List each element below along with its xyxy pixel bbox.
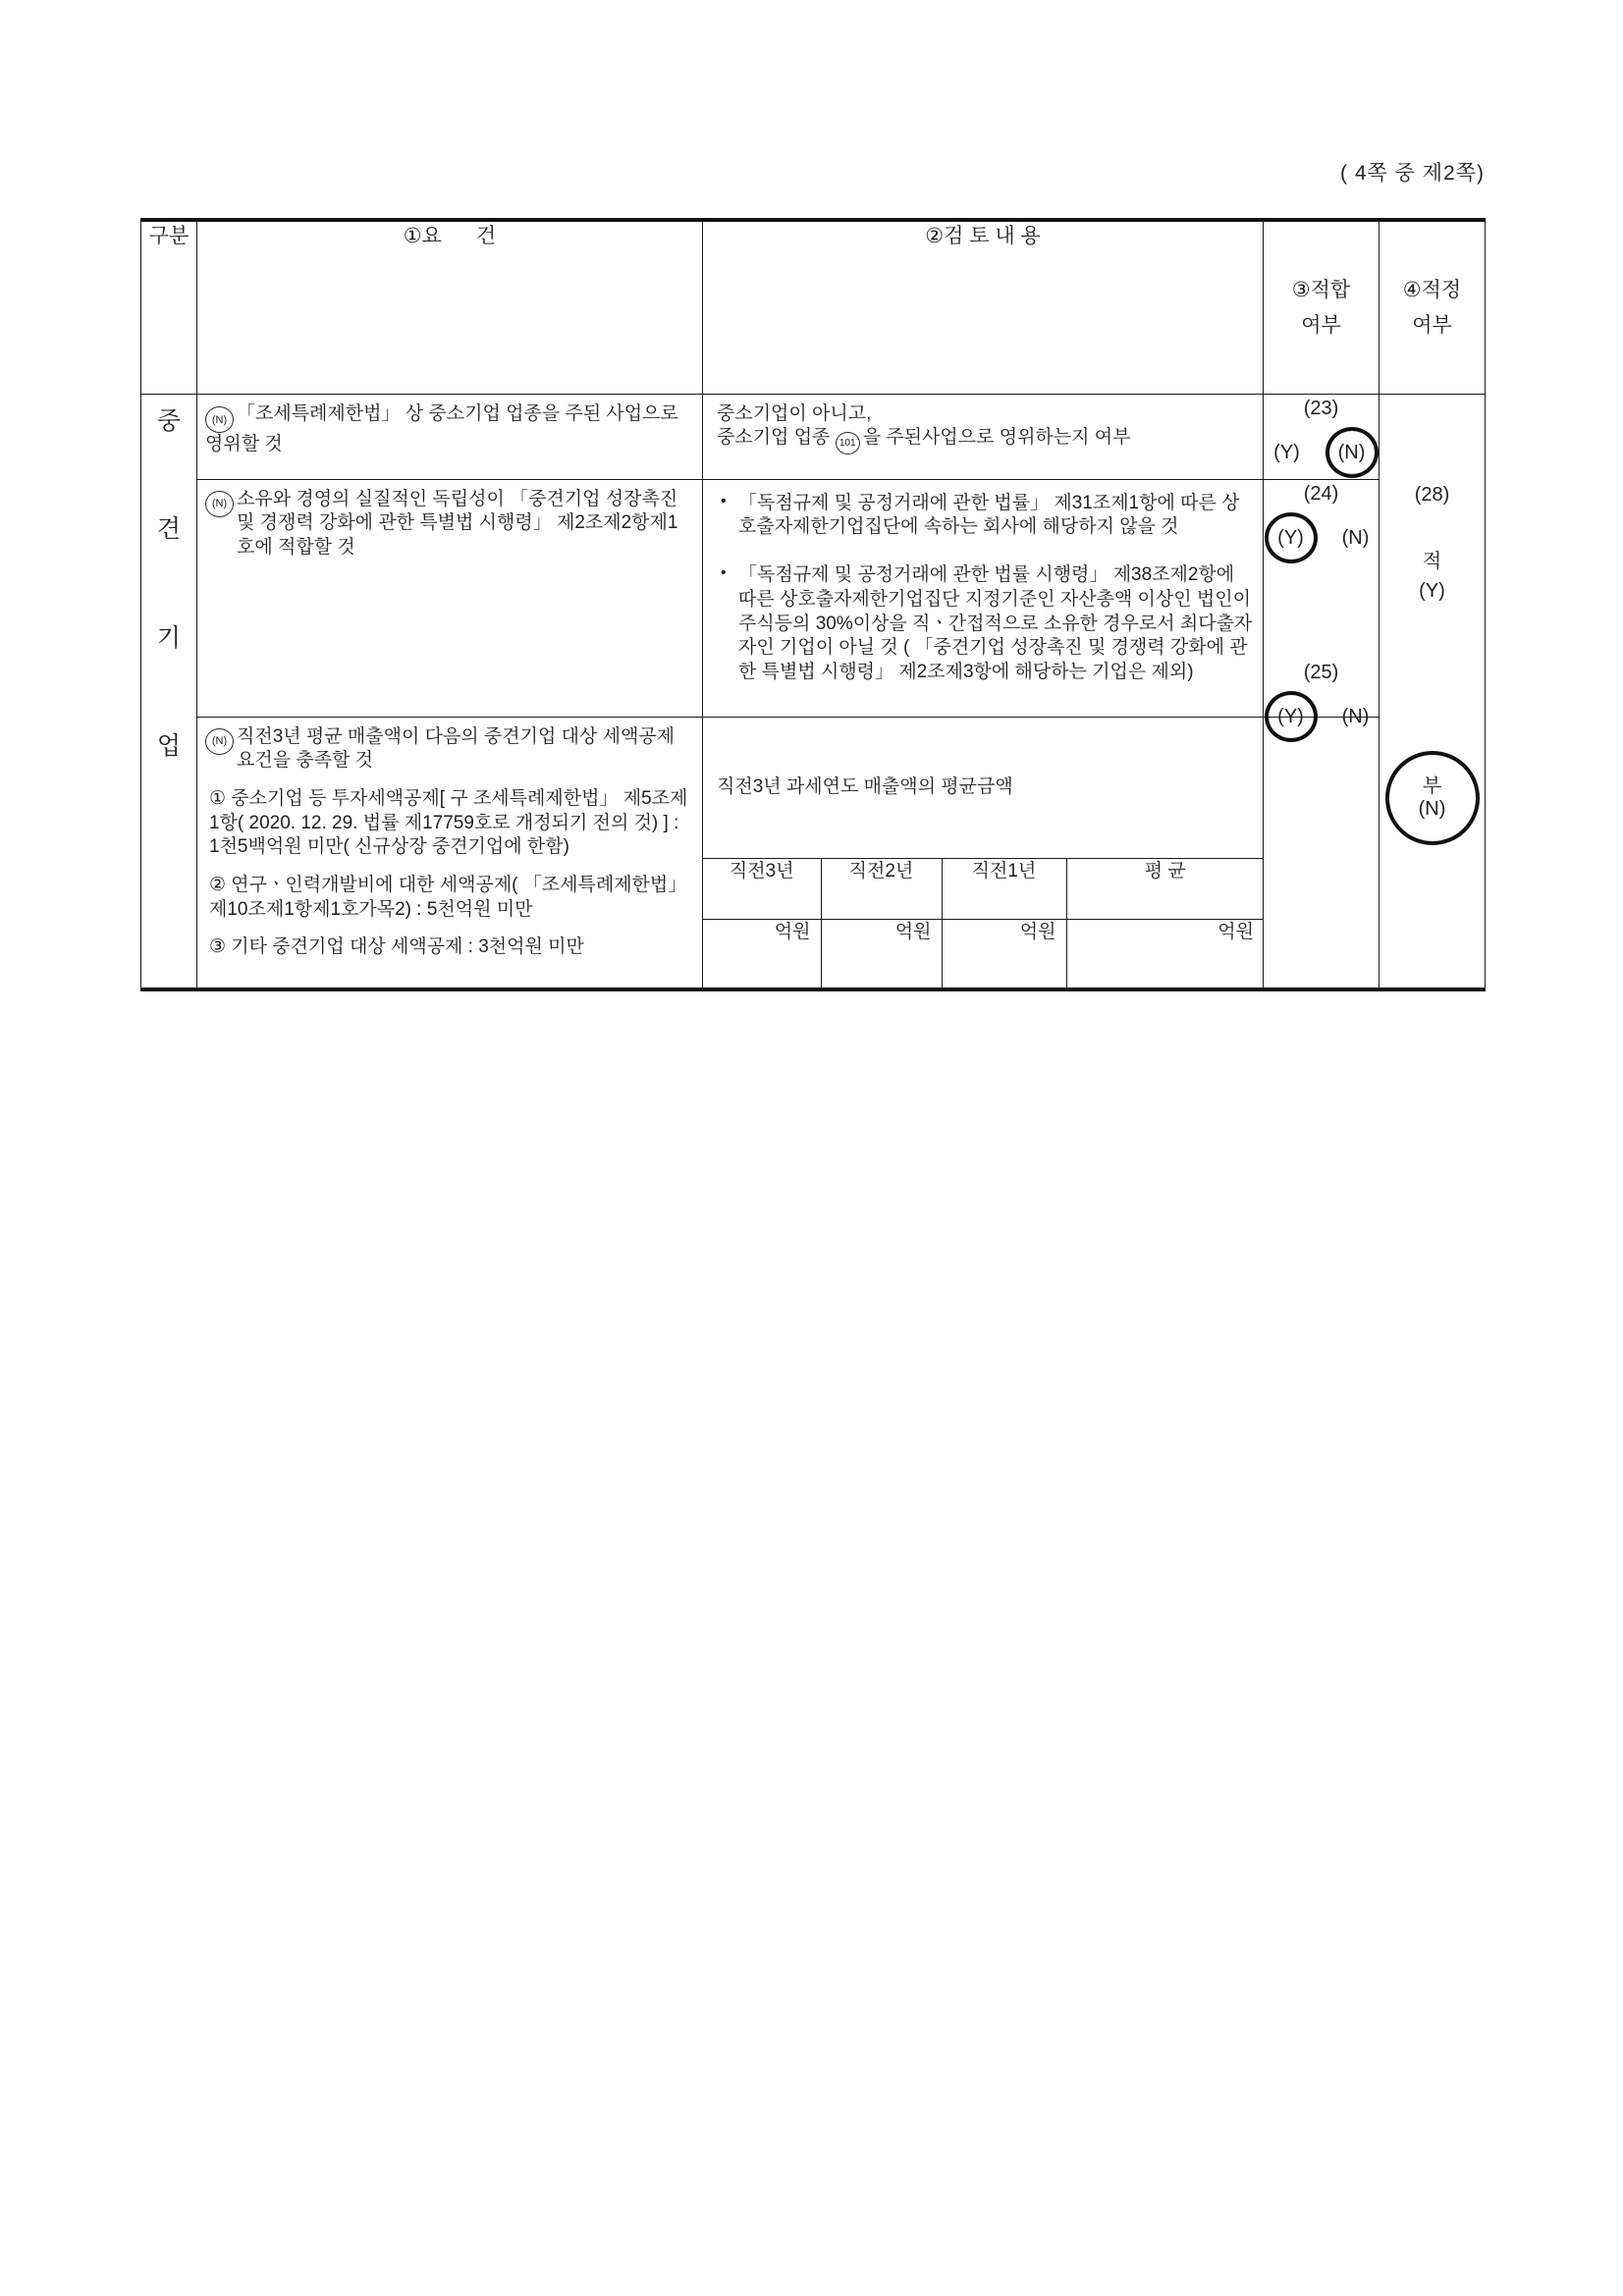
sub-table-header-row (703, 859, 1264, 920)
compliance-yes-25: (Y) (1265, 691, 1318, 742)
sub-header-year-1: 직전1년 (942, 859, 1066, 920)
requirement-108 (197, 479, 703, 717)
header-adequacy-line2: 여부 (1412, 313, 1452, 337)
adequacy-pass-label: 적 (1422, 550, 1442, 572)
category-letter: 업 (156, 732, 182, 761)
review-107 (703, 394, 1264, 479)
category-letter: 중 (156, 406, 182, 435)
header-adequacy-line1: ④적정 (1402, 278, 1462, 301)
sub-header-year-3: 직전3년 (703, 859, 821, 920)
sub-header-average: 평 균 (1066, 859, 1264, 920)
review-107-line2-after: 을 주된사업으로 영위하는지 여부 (862, 427, 1131, 449)
sub-table-value-row (703, 919, 1264, 988)
category-cell-midsize-company (141, 394, 197, 988)
requirement-109 (197, 717, 703, 989)
review-107-line1: 중소기업이 아니고, (717, 402, 872, 424)
requirement-109-item-2: ② 연구ㆍ인력개발비에 대한 세액공제( 「조세특례제한법」 제10조제1항제1호가목2) : 5천억원 미만 (209, 875, 687, 920)
adequacy-code-28: (28) (1414, 483, 1450, 506)
adequacy-cell-28 (1380, 394, 1486, 988)
compliance-code-25: (25) (1303, 661, 1339, 683)
table-header-row (141, 220, 1486, 394)
midsize-company-review-table (140, 218, 1486, 991)
sales-average-sub-table (703, 859, 1264, 988)
header-compliance-line2: 여부 (1301, 313, 1341, 337)
review-107-line2 (717, 426, 1253, 454)
compliance-yes-24: (Y) (1265, 512, 1318, 563)
review-109 (703, 717, 1264, 989)
review-108-bullet-2 (717, 563, 1253, 684)
page-number-label: ( 4쪽 중 제2쪽) (1340, 162, 1485, 185)
sub-header-year-2: 직전2년 (821, 859, 942, 920)
compliance-cell-25 (1264, 661, 1380, 989)
sub-value-average: 억원 (1066, 919, 1264, 988)
compliance-marks-25 (1265, 691, 1379, 742)
table-row-109 (141, 717, 1486, 989)
adequacy-fail-mark: (N) (1418, 797, 1446, 820)
table-row-107 (141, 394, 1486, 479)
bullet-icon: • (721, 564, 727, 582)
adequacy-fail-circled-mark (1385, 751, 1480, 845)
compliance-marks-24 (1265, 512, 1379, 563)
compliance-yes-23: (Y) (1273, 441, 1300, 463)
header-category: 구분 (141, 220, 197, 394)
review-109-title: 직전3년 과세연도 매출액의 평균금액 (703, 718, 1263, 859)
compliance-no-24: (N) (1341, 526, 1370, 549)
item-number-108-icon: (N) (205, 491, 234, 517)
compliance-marks-23 (1265, 427, 1379, 478)
review-108-bullet-2-text: 「독점규제 및 공정거래에 관한 법률 시행령」 제38조제2항에 따른 상호출자제한기업집단 지정기준인 자산총액 이상인 법인이 주식등의 30%이상을 직ㆍ간접적으로 소유한 경우로서 최다출자자인 기업이 아닐 것 ( 「중견기업 성장촉진 및 경쟁력 강화에 관한 특별법 시행령」 제2조제3항에 해당하는 기업은 제외) (738, 564, 1253, 682)
compliance-no-23: (N) (1325, 427, 1379, 478)
item-number-109-icon: (N) (205, 728, 234, 755)
item-number-107-icon: (N) (205, 406, 234, 433)
requirement-107 (197, 394, 703, 479)
compliance-cell-23 (1264, 394, 1380, 479)
requirement-109-item-3: ③ 기타 중견기업 대상 세액공제 : 3천억원 미만 (209, 936, 584, 958)
header-compliance-line1: ③적합 (1291, 278, 1351, 301)
review-108-bullet-1 (717, 492, 1253, 540)
sub-value-year-3: 억원 (703, 919, 821, 988)
compliance-code-24: (24) (1303, 482, 1339, 505)
category-letter: 견 (156, 515, 182, 544)
compliance-code-23: (23) (1303, 397, 1339, 419)
review-108 (703, 479, 1264, 717)
adequacy-fail-label: 부 (1422, 774, 1442, 797)
adequacy-pass-mark: (Y) (1419, 579, 1445, 602)
header-review-content: ②검 토 내 용 (703, 220, 1264, 394)
header-compliance (1264, 220, 1380, 394)
category-letter: 기 (156, 623, 182, 652)
requirement-109-item-1: ① 중소기업 등 투자세액공제[ 구 조세특례제한법」 제5조제1항( 2020. 12. 29. 법률 제17759호로 개정되기 전의 것) ] : 1천5백억원 미만( 신규상장 중견기업에 한함) (209, 787, 688, 858)
header-requirement: ①요 건 (197, 220, 703, 394)
requirement-109-intro: 직전3년 평균 매출액이 다음의 중견기업 대상 세액공제 요건을 충족할 것 (237, 725, 676, 772)
header-adequacy (1380, 220, 1486, 394)
bullet-icon: • (721, 492, 727, 509)
requirement-107-text: 「조세특례제한법」 상 중소기업 업종을 주된 사업으로 영위할 것 (205, 402, 678, 455)
compliance-no-25: (N) (1341, 705, 1370, 727)
requirement-108-text: 소유와 경영의 실질적인 독립성이 「중견기업 성장촉진 및 경쟁력 강화에 관한 특별법 시행령」 제2조제2항제1호에 적합할 것 (237, 488, 678, 559)
sub-value-year-1: 억원 (942, 919, 1066, 988)
sub-value-year-2: 억원 (821, 919, 942, 988)
item-number-101-icon: 101 (836, 432, 860, 454)
review-107-line2-before: 중소기업 업종 (717, 427, 836, 449)
review-108-bullet-1-text: 「독점규제 및 공정거래에 관한 법률」 제31조제1항에 따른 상호출자제한기업집단에 속하는 회사에 해당하지 않을 것 (738, 492, 1240, 538)
